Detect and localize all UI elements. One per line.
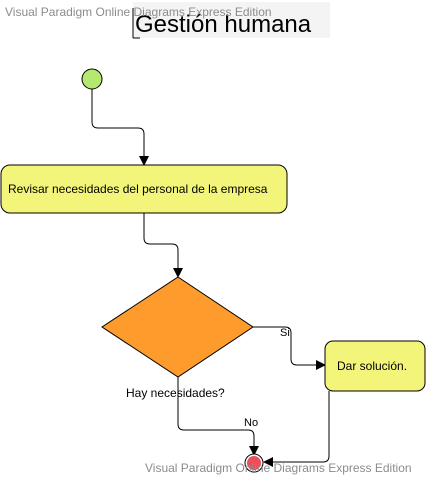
watermark-bottom: Visual Paradigm Online Diagrams Express Edition [145, 461, 412, 475]
decision-node[interactable] [102, 277, 253, 377]
edge-solution-to-end [264, 391, 329, 462]
action-give-solution-label: Dar solución. [337, 359, 408, 373]
action-review-needs[interactable] [1, 165, 287, 213]
edge-review-to-decision [144, 213, 178, 277]
initial-node[interactable] [82, 69, 102, 89]
edge-label-yes: Si [280, 327, 290, 339]
edge-label-no: No [244, 417, 259, 429]
diagram-title: Gestión humana [135, 11, 312, 38]
action-review-needs-label: Revisar necesidades del personal de la empresa [8, 182, 268, 196]
edge-start-to-review [92, 88, 144, 165]
decision-label: Hay necesidades? [126, 386, 225, 400]
action-give-solution[interactable] [325, 341, 425, 391]
watermark-top: Visual Paradigm Online Diagrams Express Edition [5, 5, 272, 19]
